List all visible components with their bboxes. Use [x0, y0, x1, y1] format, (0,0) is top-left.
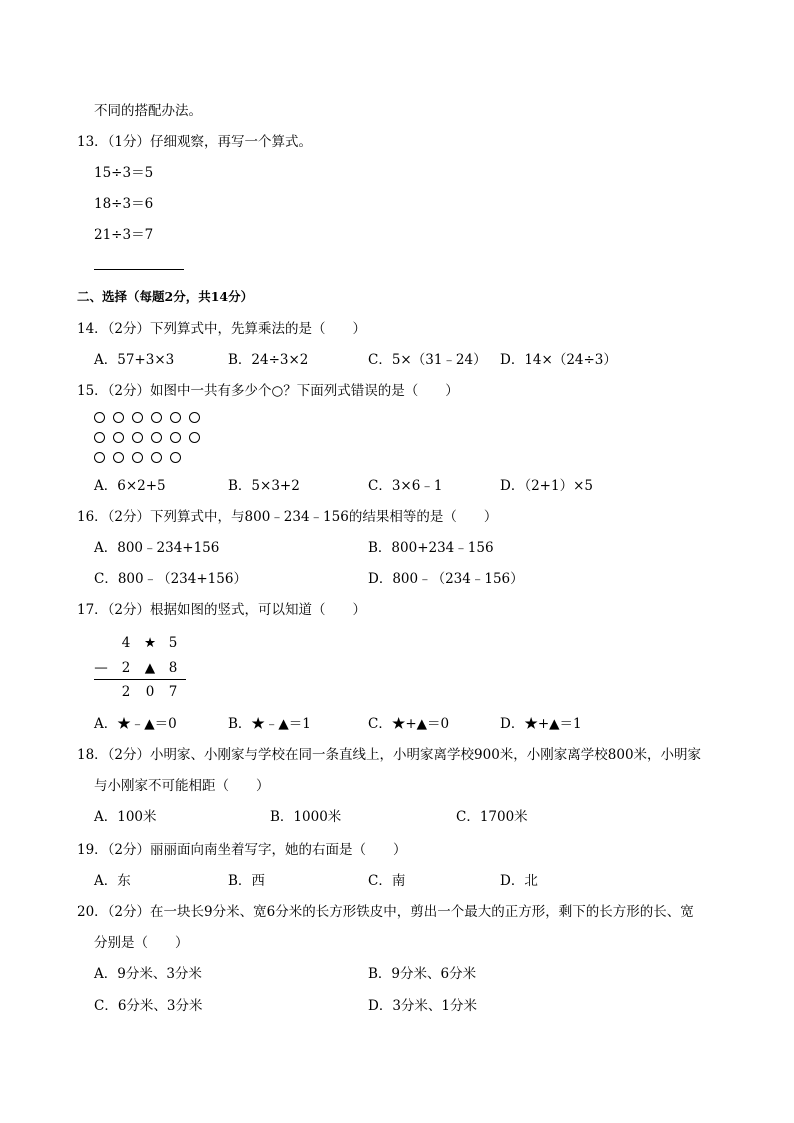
vc-r3-d3: 7 — [168, 684, 178, 700]
q19-option-b[interactable]: B．西 — [228, 873, 265, 889]
minus-sign: — — [94, 660, 108, 676]
q16-option-a[interactable]: A．800﹣234+156 — [94, 540, 220, 556]
q15-option-d[interactable]: D．（2+1）×5 — [500, 478, 593, 494]
q17-option-c[interactable]: C．★+▲＝0 — [368, 716, 450, 732]
circle-icon — [170, 432, 181, 443]
q16-option-b[interactable]: B．800+234﹣156 — [368, 540, 494, 556]
q15-circle-row-3 — [94, 451, 189, 463]
vc-r3-d2: 0 — [145, 684, 155, 700]
vc-r2-d3: 8 — [168, 660, 178, 676]
vc-r2-d1: 2 — [121, 660, 131, 676]
q18-stem-line-1: 18．（2分）小明家、小刚家与学校在同一条直线上，小明家离学校900米，小刚家离学校800米，小明家 — [77, 747, 702, 763]
circle-icon — [94, 432, 105, 443]
q18-option-b[interactable]: B．1000米 — [270, 809, 342, 825]
vc-r1-d1: 4 — [121, 635, 131, 651]
circle-icon — [113, 452, 124, 463]
circle-icon — [113, 432, 124, 443]
q13-answer-blank[interactable] — [94, 269, 184, 270]
circle-icon — [151, 452, 162, 463]
q15-option-c[interactable]: C．3×6﹣1 — [368, 478, 443, 494]
q20-option-a[interactable]: A．9分米、3分米 — [94, 966, 202, 982]
circle-icon — [170, 452, 181, 463]
circle-icon — [151, 412, 162, 423]
circle-icon — [170, 412, 181, 423]
vc-r1-d3: 5 — [168, 635, 178, 651]
circle-icon — [94, 412, 105, 423]
q13-stem: 13．（1分）仔细观察，再写一个算式。 — [77, 134, 313, 150]
q15-circle-row-1 — [94, 411, 208, 423]
q18-stem-line-2: 与小刚家不可能相距（ ） — [94, 778, 270, 794]
q16-option-d[interactable]: D．800﹣（234﹣156） — [368, 571, 524, 587]
q17-option-d[interactable]: D．★+▲＝1 — [500, 716, 582, 732]
q16-option-c[interactable]: C．800﹣（234+156） — [94, 571, 247, 587]
q14-option-c[interactable]: C．5×（31﹣24） — [368, 352, 487, 368]
q18-option-a[interactable]: A．100米 — [94, 809, 157, 825]
q19-option-a[interactable]: A．东 — [94, 873, 131, 889]
section-2-title: 二、选择（每题2分，共14分） — [77, 289, 254, 304]
q15-stem: 15．（2分）如图中一共有多少个○？下面列式错误的是（ ） — [77, 383, 459, 399]
q17-option-b[interactable]: B．★﹣▲＝1 — [228, 716, 311, 732]
q17-option-a[interactable]: A．★﹣▲＝0 — [94, 716, 177, 732]
q17-stem: 17．（2分）根据如图的竖式，可以知道（ ） — [77, 602, 367, 618]
q14-option-a[interactable]: A．57+3×3 — [94, 352, 175, 368]
q15-option-a[interactable]: A．6×2+5 — [94, 478, 166, 494]
q15-option-b[interactable]: B．5×3+2 — [228, 478, 300, 494]
q14-stem: 14．（2分）下列算式中，先算乘法的是（ ） — [77, 321, 367, 337]
triangle-icon: ▲ — [144, 660, 156, 676]
circle-icon — [189, 412, 200, 423]
q18-option-c[interactable]: C．1700米 — [456, 809, 528, 825]
vc-r3-d1: 2 — [121, 684, 131, 700]
q20-option-d[interactable]: D．3分米、1分米 — [368, 998, 478, 1014]
circle-icon — [132, 412, 143, 423]
q19-option-c[interactable]: C．南 — [368, 873, 406, 889]
prev-question-tail: 不同的搭配办法。 — [94, 103, 202, 119]
q20-stem-line-1: 20．（2分）在一块长9分米、宽6分米的长方形铁皮中，剪出一个最大的正方形，剩下的长方形的长、宽 — [77, 904, 694, 920]
q14-option-d[interactable]: D．14×（24÷3） — [500, 352, 617, 368]
q13-line-3: 21÷3＝7 — [94, 227, 154, 243]
vertical-sum-line — [94, 679, 186, 680]
q15-circle-row-2 — [94, 431, 208, 443]
circle-icon — [132, 452, 143, 463]
q19-option-d[interactable]: D．北 — [500, 873, 538, 889]
star-icon: ★ — [143, 635, 157, 651]
q14-option-b[interactable]: B．24÷3×2 — [228, 352, 309, 368]
circle-icon — [151, 432, 162, 443]
q19-stem: 19．（2分）丽丽面向南坐着写字，她的右面是（ ） — [77, 842, 407, 858]
circle-icon — [94, 452, 105, 463]
circle-icon — [189, 432, 200, 443]
circle-icon — [113, 412, 124, 423]
circle-icon — [132, 432, 143, 443]
q16-stem: 16．（2分）下列算式中，与800﹣234﹣156的结果相等的是（ ） — [77, 509, 498, 525]
q20-option-b[interactable]: B．9分米、6分米 — [368, 966, 477, 982]
q13-line-2: 18÷3＝6 — [94, 196, 154, 212]
q13-line-1: 15÷3＝5 — [94, 165, 154, 181]
q20-stem-line-2: 分别是（ ） — [94, 935, 189, 951]
q20-option-c[interactable]: C．6分米、3分米 — [94, 998, 203, 1014]
